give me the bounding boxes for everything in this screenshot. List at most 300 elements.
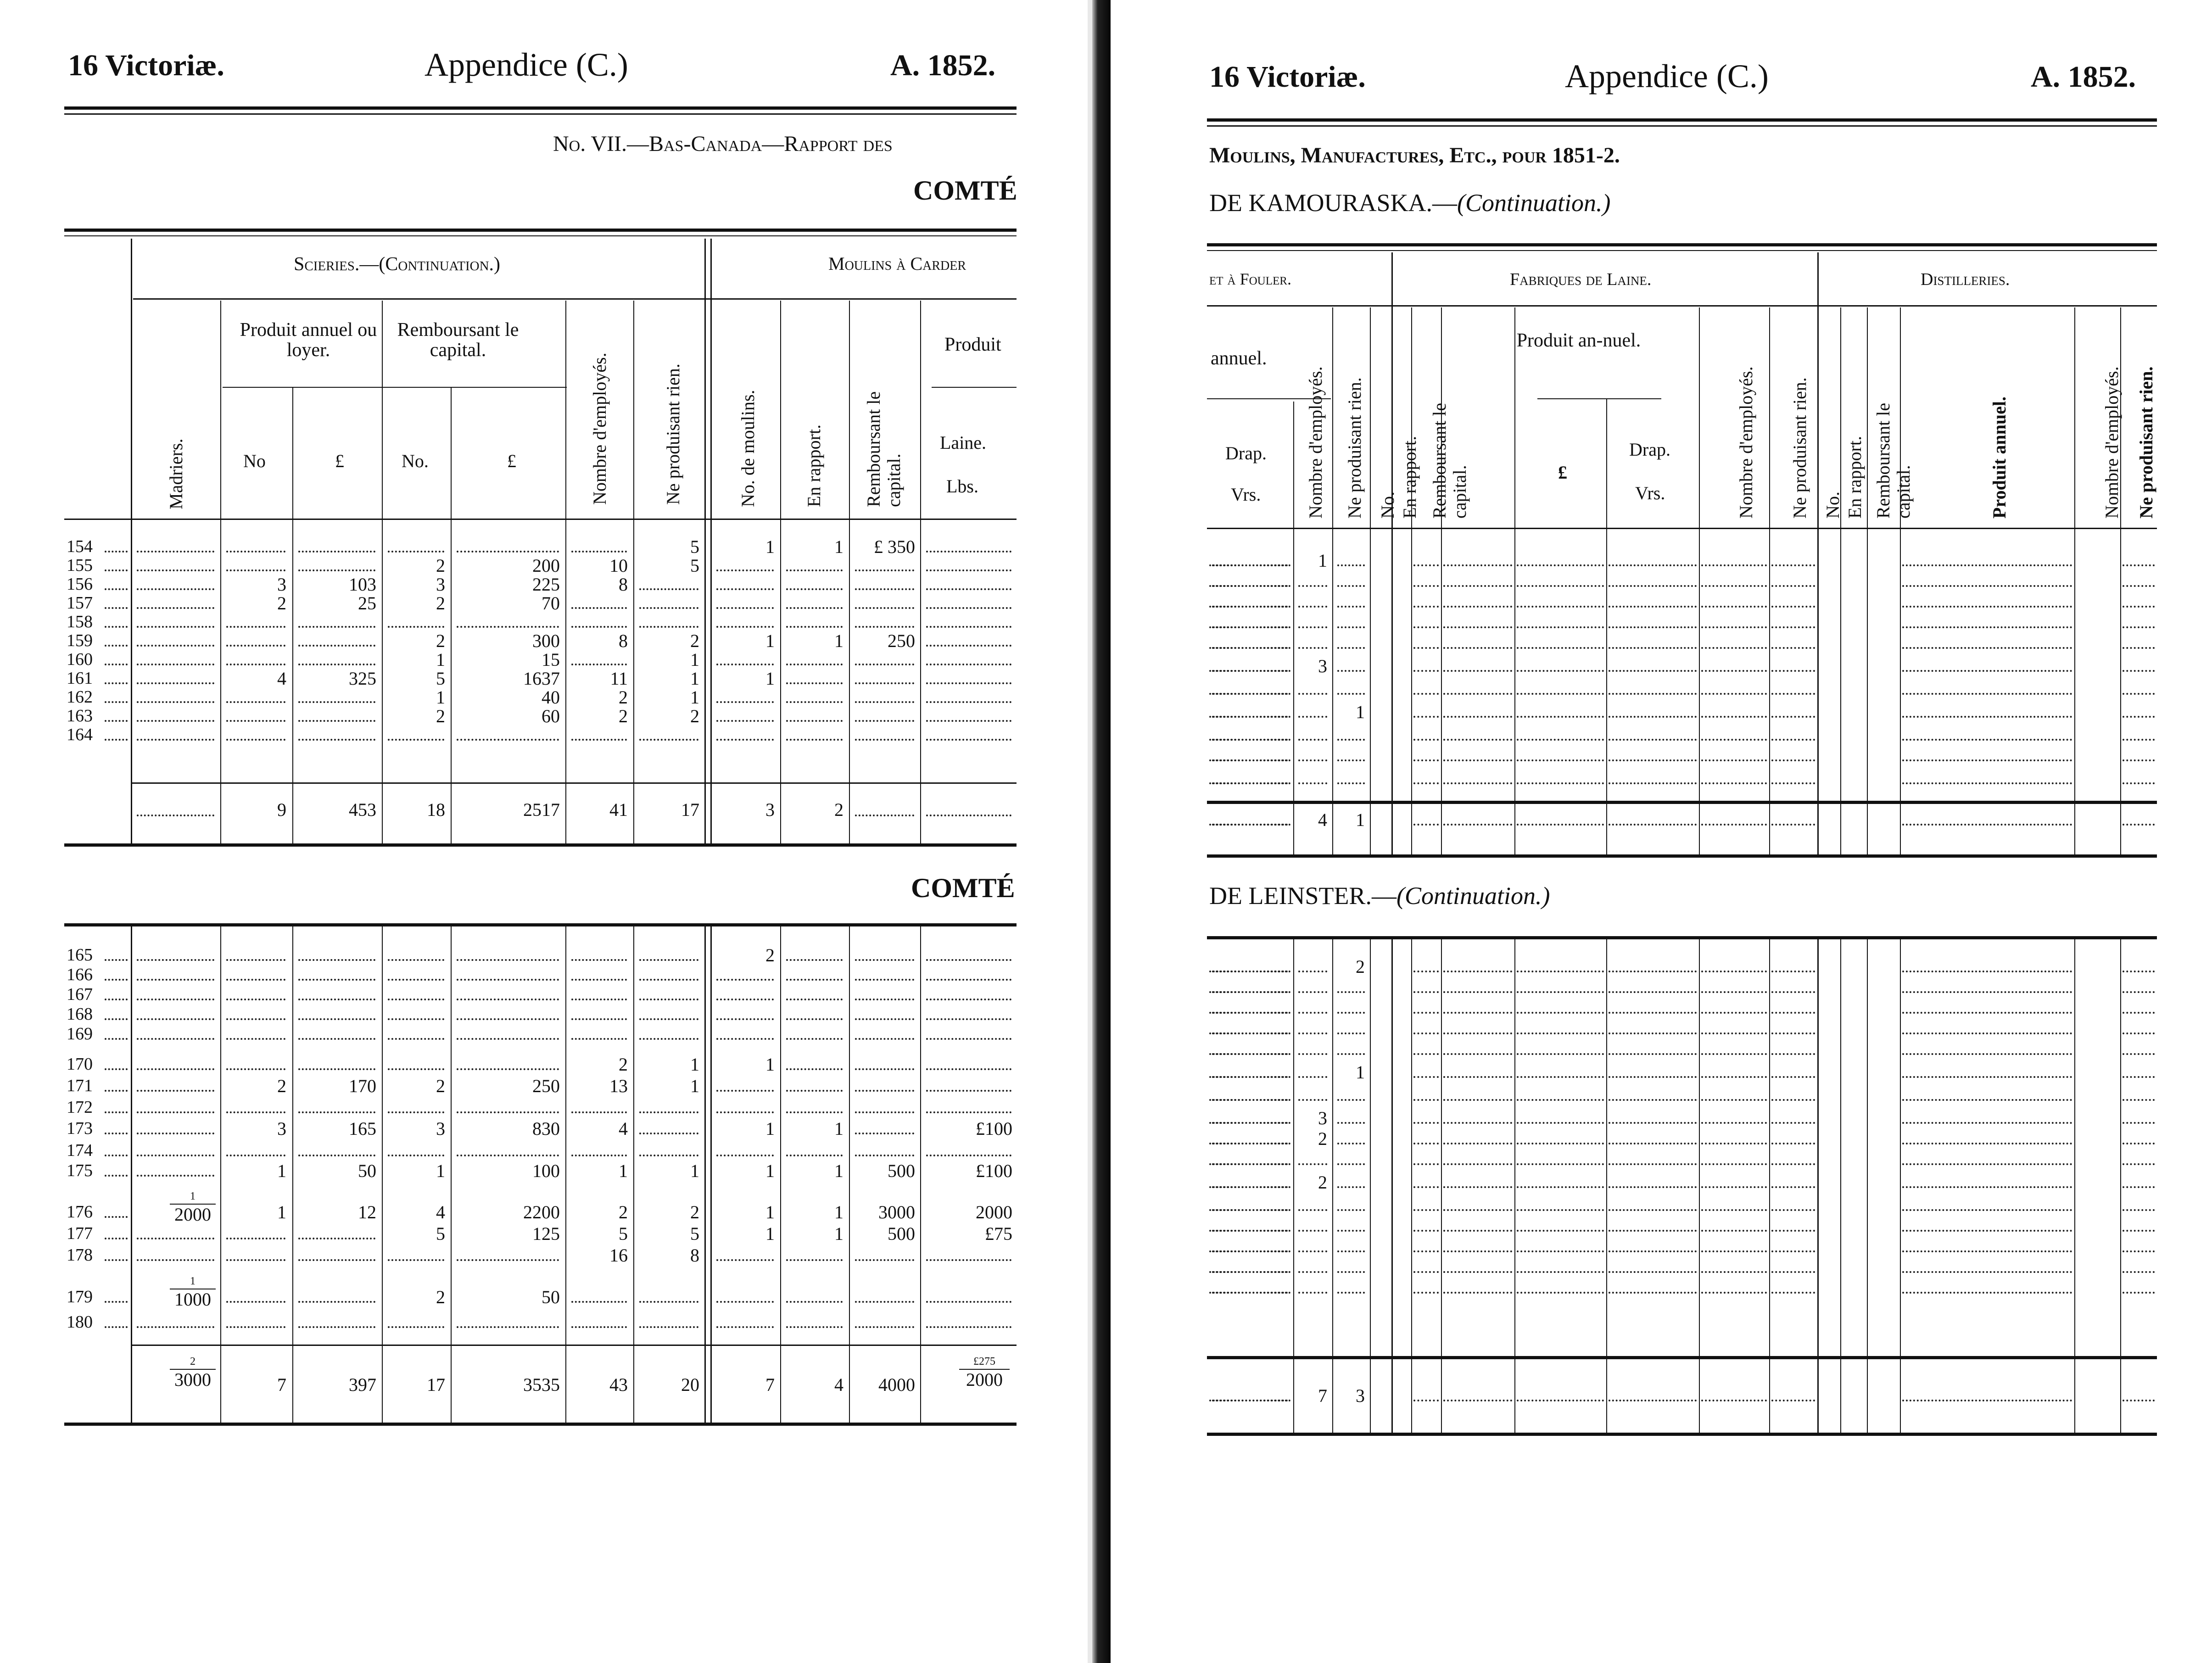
- left-comte-top: COMTÉ: [913, 175, 1017, 206]
- cell-leader: [1701, 585, 1767, 587]
- cell-leader: [388, 551, 444, 552]
- table-cell: 1: [690, 1076, 699, 1096]
- cell-leader: [1443, 1122, 1512, 1124]
- cell-leader: [1337, 1271, 1365, 1273]
- cell-leader: [137, 569, 214, 571]
- cell-leader: [716, 664, 774, 665]
- cell-leader: [1413, 1099, 1439, 1101]
- total-cell: 7: [277, 1374, 286, 1395]
- col-pound-1: £: [335, 451, 344, 471]
- row-number: 168: [67, 1004, 93, 1024]
- cell-leader: [388, 739, 444, 741]
- table-cell: 2: [277, 1076, 286, 1096]
- cell-leader: [1337, 1163, 1365, 1165]
- table-cell: 40: [542, 687, 560, 708]
- cell-leader: [1337, 1209, 1365, 1211]
- row-leader: [105, 551, 128, 552]
- cell-leader: [639, 1038, 698, 1040]
- cell-leader: [1443, 564, 1512, 566]
- group-fouler: et à Fouler.: [1209, 270, 1291, 288]
- row-leader: [105, 1301, 128, 1303]
- r-col-no-1: No.: [1377, 491, 1398, 519]
- cell-leader: [1771, 1053, 1815, 1055]
- row-number: 176: [67, 1202, 93, 1222]
- cell-leader: [1771, 782, 1815, 784]
- cell-leader: [226, 551, 285, 552]
- cell-leader: [298, 645, 375, 647]
- row-leader: [105, 979, 128, 981]
- table-cell: 3: [1318, 1108, 1327, 1128]
- cell-leader: [716, 588, 774, 590]
- cell-leader: [137, 1068, 214, 1070]
- cell-leader: [1902, 1032, 2072, 1034]
- cell-leader: [926, 815, 1011, 816]
- cell-leader: [1298, 971, 1327, 972]
- cell-leader: [1209, 693, 1290, 695]
- row-number: 174: [67, 1141, 93, 1160]
- cell-leader: [1902, 670, 2072, 672]
- right-header-center: Appendice (C.): [1565, 58, 1769, 95]
- cell-leader: [226, 959, 285, 961]
- cell-leader: [1209, 1032, 1290, 1034]
- cell-leader: [1443, 782, 1512, 784]
- table-cell: 2: [436, 593, 445, 614]
- cell-leader: [137, 1175, 214, 1177]
- cell-leader: [388, 1155, 444, 1156]
- cell-leader: [457, 959, 559, 961]
- cell-leader: [1902, 716, 2072, 718]
- row-number: 154: [67, 537, 93, 556]
- cell-leader: [137, 1018, 214, 1020]
- cell-leader: [1701, 670, 1767, 672]
- cell-leader: [1701, 693, 1767, 695]
- table-cell: 3000: [878, 1202, 915, 1222]
- cell-leader: [1902, 1250, 2072, 1252]
- cell-leader: [1209, 1209, 1290, 1211]
- row-leader: [105, 1155, 128, 1156]
- cell-leader: [1902, 1209, 2072, 1211]
- cell-leader: [1298, 1250, 1327, 1252]
- cell-leader: [1413, 991, 1439, 993]
- cell-leader: [639, 739, 698, 741]
- cell-leader: [1609, 1032, 1697, 1034]
- cell-leader: [926, 701, 1011, 703]
- cell-leader: [639, 1111, 698, 1113]
- cell-leader: [2123, 971, 2155, 972]
- cell-leader: [1902, 1099, 2072, 1101]
- cell-leader: [1209, 1271, 1290, 1273]
- r-col-ne-prod-1: Ne produisant rien.: [1344, 377, 1365, 519]
- table-cell: 8: [619, 631, 628, 651]
- cell-leader: [1771, 1143, 1815, 1144]
- cell-leader: [786, 1018, 843, 1020]
- table-cell: 2: [436, 706, 445, 726]
- cell-leader: [1701, 759, 1767, 761]
- cell-leader: [1298, 585, 1327, 587]
- group-fabriques-laine: Fabriques de Laine.: [1510, 270, 1652, 289]
- cell-leader: [1609, 991, 1697, 993]
- cell-leader: [2123, 1400, 2155, 1401]
- table-cell: 2: [690, 1202, 699, 1222]
- table-cell: 1: [436, 1161, 445, 1181]
- cell-leader: [1701, 716, 1767, 718]
- cell-leader: [1771, 971, 1815, 972]
- cell-leader: [1337, 585, 1365, 587]
- total-cell: 2: [834, 799, 843, 820]
- cell-leader: [1771, 1032, 1815, 1034]
- cell-leader: [639, 999, 698, 1000]
- cell-leader: [926, 1155, 1011, 1156]
- cell-leader: [786, 607, 843, 609]
- cell-leader: [298, 720, 375, 722]
- total-cell: 9: [277, 799, 286, 820]
- cell-leader: [1609, 564, 1697, 566]
- cell-leader: [1701, 564, 1767, 566]
- cell-leader: [1337, 1143, 1365, 1144]
- table-cell: 1: [834, 536, 843, 557]
- cell-leader: [1609, 1122, 1697, 1124]
- cell-leader: [1609, 1053, 1697, 1055]
- cell-leader: [226, 1326, 285, 1328]
- row-number: 175: [67, 1161, 93, 1180]
- cell-leader: [1609, 585, 1697, 587]
- cell-leader: [1902, 1271, 2072, 1273]
- sub-annuel: annuel.: [1211, 348, 1267, 369]
- cell-leader: [388, 1068, 444, 1070]
- cell-leader: [1298, 1163, 1327, 1165]
- table-cell: 5: [690, 536, 699, 557]
- cell-leader: [786, 701, 843, 703]
- cell-leader: [298, 1018, 375, 1020]
- cell-leader: [1443, 739, 1512, 741]
- table-cell: 1: [834, 1202, 843, 1222]
- cell-leader: [926, 588, 1011, 590]
- cell-leader: [1413, 1122, 1439, 1124]
- fraction-bottom: 1000: [170, 1289, 216, 1309]
- cell-leader: [226, 1018, 285, 1020]
- cell-leader: [1701, 1099, 1767, 1101]
- table-cell: 2: [690, 631, 699, 651]
- cell-leader: [855, 569, 914, 571]
- cell-leader: [571, 607, 627, 609]
- table-cell: 830: [532, 1118, 560, 1139]
- row-number: 166: [67, 965, 93, 984]
- cell-leader: [1443, 716, 1512, 718]
- row-number: 179: [67, 1287, 93, 1306]
- cell-leader: [639, 1018, 698, 1020]
- r-col-ne-prod-3: Ne produisant rien.: [2136, 366, 2156, 519]
- r-col-ne-prod-2: Ne produisant rien.: [1789, 377, 1810, 519]
- cell-leader: [298, 664, 375, 665]
- left-table1-top-rule: [64, 229, 1017, 232]
- r-col-vrs-2: Vrs.: [1635, 483, 1665, 503]
- table-cell: 2: [1318, 1172, 1327, 1193]
- cell-leader: [2123, 626, 2155, 628]
- cell-leader: [137, 815, 214, 816]
- cell-leader: [1413, 716, 1439, 718]
- cell-leader: [786, 979, 843, 981]
- total-cell: 3: [765, 799, 775, 820]
- cell-leader: [639, 626, 698, 628]
- table-cell: £100: [976, 1118, 1012, 1139]
- cell-leader: [1517, 971, 1604, 972]
- cell-leader: [1413, 782, 1439, 784]
- table-cell: 5: [690, 1223, 699, 1244]
- cell-leader: [1771, 1099, 1815, 1101]
- cell-leader: [855, 1133, 914, 1134]
- cell-leader: [1701, 1186, 1767, 1188]
- total-cell: 20: [681, 1374, 699, 1395]
- cell-leader: [457, 1259, 559, 1261]
- cell-leader: [1771, 693, 1815, 695]
- cell-leader: [1413, 1163, 1439, 1165]
- cell-leader: [1337, 1053, 1365, 1055]
- cell-leader: [137, 1155, 214, 1156]
- table-cell: 250: [532, 1076, 560, 1096]
- cell-leader: [1209, 564, 1290, 566]
- total-cell: 7: [1318, 1385, 1327, 1406]
- table-cell: 10: [609, 555, 628, 576]
- left-page: [0, 0, 1088, 1663]
- cell-leader: [1609, 782, 1697, 784]
- cell-leader: [226, 1068, 285, 1070]
- cell-leader: [137, 1326, 214, 1328]
- cell-leader: [1413, 1186, 1439, 1188]
- cell-leader: [571, 1038, 627, 1040]
- cell-leader: [1609, 716, 1697, 718]
- cell-leader: [1902, 782, 2072, 784]
- cell-leader: [1413, 647, 1439, 649]
- cell-leader: [2123, 1209, 2155, 1211]
- cell-leader: [1298, 739, 1327, 741]
- cell-leader: [1443, 1209, 1512, 1211]
- cell-leader: [571, 1018, 627, 1020]
- cell-leader: [1701, 1122, 1767, 1124]
- total-cell: 41: [609, 799, 628, 820]
- cell-leader: [2123, 606, 2155, 608]
- row-number: 160: [67, 650, 93, 669]
- cell-leader: [1337, 1012, 1365, 1014]
- col-madriers: Madriers.: [166, 438, 186, 509]
- cell-leader: [1413, 739, 1439, 741]
- table-cell: 1: [765, 631, 775, 651]
- cell-leader: [1413, 1076, 1439, 1078]
- table-cell: 1: [1356, 1062, 1365, 1083]
- table-cell: 2: [619, 1202, 628, 1222]
- cell-leader: [1337, 1099, 1365, 1101]
- table-cell: 3: [1318, 656, 1327, 676]
- row-leader: [105, 1038, 128, 1040]
- cell-leader: [716, 1155, 774, 1156]
- cell-leader: [2123, 1122, 2155, 1124]
- cell-leader: [1209, 971, 1290, 972]
- cell-leader: [1771, 1400, 1815, 1401]
- row-number: 159: [67, 631, 93, 650]
- cell-leader: [1443, 647, 1512, 649]
- col-lbs: Lbs.: [946, 476, 978, 497]
- cell-leader: [1902, 1076, 2072, 1078]
- cell-leader: [1443, 1250, 1512, 1252]
- table-cell: 50: [542, 1287, 560, 1307]
- cell-leader: [298, 551, 375, 552]
- row-leader: [105, 626, 128, 628]
- cell-leader: [1209, 1012, 1290, 1014]
- table-cell: 70: [542, 593, 560, 614]
- cell-leader: [1701, 1163, 1767, 1165]
- cell-leader: [1771, 606, 1815, 608]
- col-laine: Laine.: [940, 432, 987, 453]
- r-col-remb-2: Remboursant le capital.: [1873, 402, 1914, 519]
- cell-leader: [298, 959, 375, 961]
- cell-leader: [2123, 1053, 2155, 1055]
- table-cell: 1: [1356, 702, 1365, 722]
- cell-leader: [1298, 1230, 1327, 1232]
- total-cell: 453: [349, 799, 376, 820]
- cell-leader: [137, 1090, 214, 1092]
- table-cell: 4: [619, 1118, 628, 1139]
- cell-leader: [855, 959, 914, 961]
- cell-leader: [1517, 1032, 1604, 1034]
- r-col-en-rapport-1: En rapport.: [1399, 436, 1420, 519]
- cell-leader: [1701, 824, 1767, 826]
- cell-leader: [1517, 647, 1604, 649]
- cell-leader: [571, 739, 627, 741]
- table-cell: 2: [619, 1054, 628, 1075]
- total-cell: 1: [1356, 809, 1365, 830]
- row-number: 156: [67, 575, 93, 594]
- cell-leader: [298, 1111, 375, 1113]
- table-cell: 125: [532, 1223, 560, 1244]
- cell-leader: [1413, 1143, 1439, 1144]
- table-cell: 5: [619, 1223, 628, 1244]
- cell-leader: [2123, 564, 2155, 566]
- cell-leader: [1413, 626, 1439, 628]
- cell-leader: [388, 1111, 444, 1113]
- cell-leader: [1298, 647, 1327, 649]
- table-cell: 2: [619, 706, 628, 726]
- cell-leader: [137, 664, 214, 665]
- sub-produit: Produit: [944, 334, 1001, 355]
- cell-leader: [2123, 1099, 2155, 1101]
- cell-leader: [1443, 606, 1512, 608]
- r-col-produit-annuel: Produit annuel.: [1989, 396, 2010, 519]
- table-cell: 1: [765, 1161, 775, 1181]
- cell-leader: [2123, 670, 2155, 672]
- cell-leader: [1771, 1209, 1815, 1211]
- cell-leader: [137, 1038, 214, 1040]
- table-cell: 1: [690, 1161, 699, 1181]
- table-cell: 4: [436, 1202, 445, 1222]
- cell-leader: [1609, 1230, 1697, 1232]
- cell-leader: [388, 1326, 444, 1328]
- cell-leader: [1902, 824, 2072, 826]
- sub-produit-annuel: Produit annuel ou loyer.: [240, 319, 377, 361]
- cell-leader: [1337, 647, 1365, 649]
- cell-leader: [137, 979, 214, 981]
- cell-leader: [2123, 759, 2155, 761]
- row-number: 165: [67, 945, 93, 965]
- row-leader: [105, 682, 128, 684]
- table-cell: 1: [765, 1118, 775, 1139]
- cell-leader: [1517, 626, 1604, 628]
- cell-leader: [1337, 739, 1365, 741]
- row-leader: [105, 1175, 128, 1177]
- cell-leader: [1443, 1053, 1512, 1055]
- table-cell: 1: [277, 1161, 286, 1181]
- cell-leader: [1413, 824, 1439, 826]
- cell-leader: [2123, 585, 2155, 587]
- cell-leader: [1337, 759, 1365, 761]
- cell-leader: [1443, 1099, 1512, 1101]
- cell-leader: [1337, 564, 1365, 566]
- group-distilleries: Distilleries.: [1921, 270, 2010, 289]
- total-cell: 2517: [523, 799, 560, 820]
- cell-leader: [1609, 1143, 1697, 1144]
- table-cell: 1: [834, 631, 843, 651]
- right-header-rule: [1207, 118, 2157, 127]
- cell-leader: [786, 682, 843, 684]
- fraction-cell: [170, 1191, 216, 1224]
- row-leader: [105, 1018, 128, 1020]
- row-number: 164: [67, 725, 93, 744]
- table-cell: 3: [277, 1118, 286, 1139]
- cell-leader: [1609, 670, 1697, 672]
- table-cell: 200: [532, 555, 560, 576]
- cell-leader: [855, 664, 914, 665]
- cell-leader: [1517, 1292, 1604, 1294]
- sub-produit-an-nuel: Produit an-nuel.: [1516, 330, 1641, 351]
- cell-leader: [1701, 606, 1767, 608]
- cell-leader: [2123, 1271, 2155, 1273]
- cell-leader: [1771, 647, 1815, 649]
- cell-leader: [1771, 564, 1815, 566]
- table-cell: 2: [436, 631, 445, 651]
- row-leader: [105, 701, 128, 703]
- cell-leader: [1209, 1400, 1290, 1401]
- cell-leader: [226, 1259, 285, 1261]
- cell-leader: [226, 979, 285, 981]
- cell-leader: [1609, 1292, 1697, 1294]
- table-cell: 1: [765, 1223, 775, 1244]
- cell-leader: [855, 1259, 914, 1261]
- row-leader: [105, 1133, 128, 1134]
- cell-leader: [786, 720, 843, 722]
- cell-leader: [855, 1155, 914, 1156]
- cell-leader: [1337, 782, 1365, 784]
- table-cell: 1: [765, 536, 775, 557]
- cell-leader: [1902, 585, 2072, 587]
- cell-leader: [855, 979, 914, 981]
- cell-leader: [1701, 1400, 1767, 1401]
- cell-leader: [2123, 1230, 2155, 1232]
- cell-leader: [786, 1090, 843, 1092]
- cell-leader: [137, 588, 214, 590]
- row-number: 178: [67, 1245, 93, 1265]
- cell-leader: [1413, 693, 1439, 695]
- left-report-title: No. VII.—Bas-Canada—Rapport des: [553, 132, 893, 156]
- cell-leader: [1443, 1076, 1512, 1078]
- cell-leader: [716, 979, 774, 981]
- cell-leader: [1771, 1163, 1815, 1165]
- row-number: 167: [67, 985, 93, 1004]
- cell-leader: [457, 551, 559, 552]
- cell-leader: [571, 664, 627, 665]
- cell-leader: [1209, 1122, 1290, 1124]
- cell-leader: [137, 739, 214, 741]
- cell-leader: [1902, 1012, 2072, 1014]
- cell-leader: [1298, 991, 1327, 993]
- cell-leader: [1298, 626, 1327, 628]
